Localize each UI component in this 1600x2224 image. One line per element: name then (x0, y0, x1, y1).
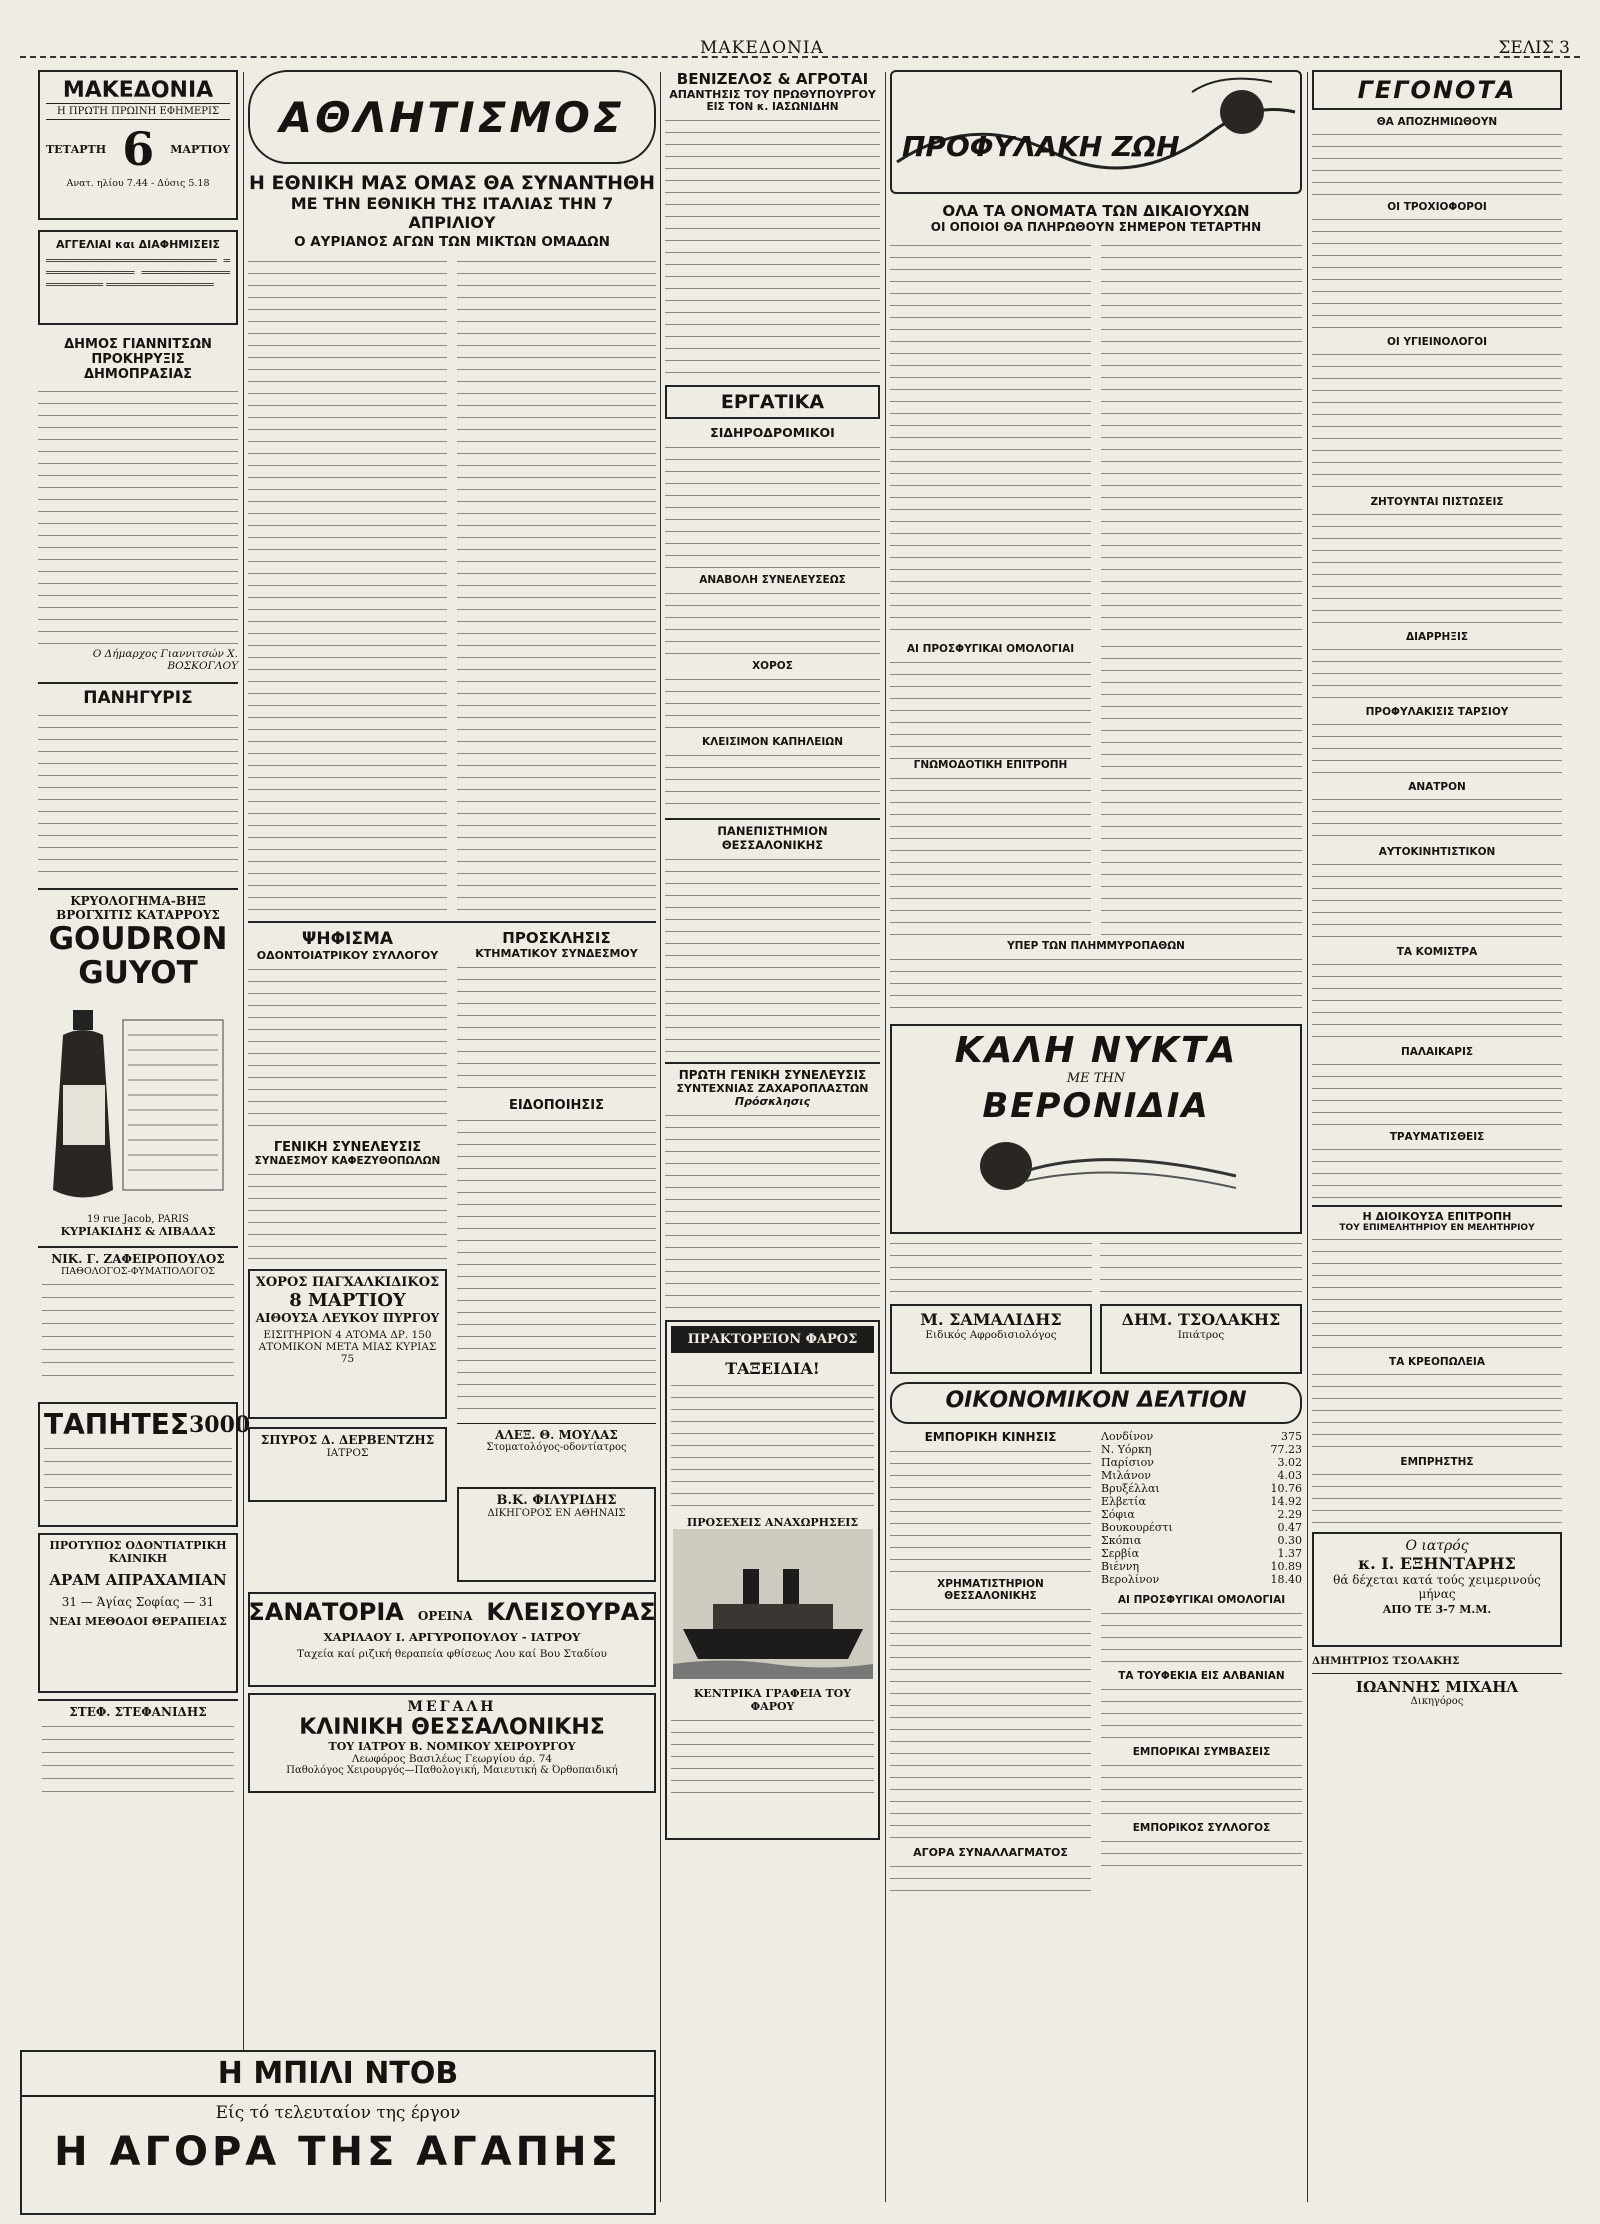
yper-title: ΥΠΕΡ ΤΩΝ ΠΛΗΜΜΥΡΟΠΑΘΩΝ (1007, 940, 1185, 952)
albanian-text (1101, 1686, 1302, 1746)
header-page-number: ΣΕΛΙΣ 3 (1498, 38, 1570, 58)
doctor-ad-text (42, 1281, 234, 1381)
sleeping-woman-icon (946, 1126, 1246, 1196)
agora-text (890, 1863, 1091, 1893)
col5-t13 (1312, 1371, 1562, 1456)
dance-line-1: ΧΟΡΟΣ ΠΑΓΧΑΛΚΙΔΙΚΟΣ (255, 1275, 440, 1290)
proskliseis-title: ΠΡΟΣΚΛΗΣΙΣ (502, 929, 611, 947)
sport-body-right (457, 258, 656, 913)
emporiki-title: ΕΜΠΟΡΙΚΗ ΚΙΝΗΣΙΣ (924, 1430, 1057, 1444)
dance-line-4: ΕΙΣΙΤΗΡΙΟΝ 4 ΑΤΟΜΑ ΔΡ. 150 (263, 1329, 432, 1341)
masthead-name: ΜΑΚΕΔΟΝΙΑ (62, 78, 214, 103)
sport-banner: ΑΘΛΗΤΙΣΜΟΣ (248, 70, 656, 164)
dance-line-3: ΑΙΘΟΥΣΑ ΛΕΥΚΟΥ ΠΥΡΓΟΥ (255, 1311, 440, 1325)
day-number: 6 (122, 122, 155, 176)
eidopoiisis-title: ΕΙΔΟΠΟΙΗΣΙΣ (508, 1098, 605, 1113)
film-star: Η ΜΠΙΛΙ ΝΤΟΒ (22, 2052, 654, 2097)
sanatoria-place: ΚΛΕΙΣΟΥΡΑΣ (486, 1598, 656, 1626)
sidiro-text (665, 444, 880, 574)
moulas-ad (457, 1423, 656, 1483)
col5-h8: ΑΥΤΟΚΙΝΗΤΙΣΤΙΚΟΝ (1378, 846, 1496, 858)
rate-value: 0.47 (1277, 1521, 1302, 1534)
goudron-agents: ΚΥΡΙΑΚΙΔΗΣ & ΛΙΒΑΔΑΣ (60, 1225, 216, 1238)
column-divider (243, 72, 244, 2202)
xoros-text (665, 676, 880, 736)
sport-headline-3: Ο ΑΥΡΙΑΝΟΣ ΑΓΩΝ ΤΩΝ ΜΙΚΤΩΝ ΟΜΑΔΩΝ (294, 234, 610, 250)
samaldis-specialty: Ειδικός Αφροδισιολόγος (925, 1329, 1057, 1341)
profylaki-banner (890, 70, 1302, 194)
rate-value: 14.92 (1270, 1495, 1302, 1508)
rate-name: Σόφια (1101, 1508, 1135, 1521)
venizelos-headline-3: ΕΙΣ ΤΟΝ κ. ΙΑΣΩΝΙΔΗΝ (706, 101, 839, 113)
panepistimion-title: ΠΑΝΕΠΙΣΤΗΜΙΟΝ ΘΕΣΣΑΛΟΝΙΚΗΣ (665, 818, 880, 852)
faros-text (671, 1382, 874, 1512)
rate-value: 1.37 (1277, 1547, 1302, 1560)
tapites-text (44, 1445, 232, 1510)
rate-row (1101, 1430, 1302, 1443)
exintaris-ad (1312, 1532, 1562, 1647)
tsolakis-name: ΔΗΜ. ΤΣΟΛΑΚΗΣ (1121, 1310, 1281, 1329)
sport-headline-2: ΜΕ ΤΗΝ ΕΘΝΙΚΗ ΤΗΣ ΙΤΑΛΙΑΣ ΤΗΝ 7 ΑΠΡΙΛΙΟΥ (290, 194, 614, 232)
sport-headline-1: Η ΕΘΝΙΚΗ ΜΑΣ ΟΜΑΣ ΘΑ ΣΥΝΑΝΤΗΘΗ (248, 172, 656, 194)
rate-name: Λονδίνον (1101, 1430, 1154, 1443)
col5-h13: ΤΑ ΚΡΕΟΠΩΛΕΙΑ (1389, 1356, 1485, 1368)
steamship-icon (673, 1529, 873, 1679)
rate-row (1101, 1508, 1302, 1521)
moulas-specialty: Στοματολόγος-οδοντίατρος (486, 1442, 627, 1453)
header-paper-name: ΜΑΚΕΔΟΝΙΑ (700, 38, 824, 58)
panigyris-body-text (38, 712, 238, 882)
tapites-ad (38, 1402, 251, 1527)
column-divider (885, 72, 886, 2202)
col5-h12b: ΤΟΥ ΕΠΙΜΕΛΗΤΗΡΙΟΥ ΕΝ ΜΕΛΗΤΗΡΙΟΥ (1339, 1223, 1535, 1233)
rate-name: Βιέννη (1101, 1560, 1140, 1573)
dance-line-5: ΑΤΟΜΙΚΟΝ ΜΕΤΑ ΜΙΑΣ ΚΥΡΙΑΣ 75 (258, 1341, 437, 1365)
rate-name: Ν. Υόρκη (1101, 1443, 1152, 1456)
guyot-word: GUYOT (78, 955, 198, 991)
xoros-title: ΧΟΡΟΣ (752, 660, 793, 672)
rate-value: 0.30 (1277, 1534, 1302, 1547)
rate-row (1101, 1547, 1302, 1560)
samaldis-ad (890, 1304, 1092, 1374)
moulas-name: ΑΛΕΞ. Θ. ΜΟΥΛΑΣ (495, 1428, 618, 1442)
tsolakis-vet-ad (1100, 1304, 1302, 1374)
col5-h12: Η ΔΙΟΙΚΟΥΣΑ ΕΠΙΤΡΟΠΗ (1312, 1205, 1562, 1223)
sanatoria-ad (248, 1592, 656, 1687)
column-divider (1307, 72, 1308, 2202)
sanatoria-oreina: ΟΡΕΙΝΑ (417, 1609, 473, 1623)
rate-name: Σερβία (1101, 1547, 1140, 1560)
sport-body-left (248, 258, 447, 913)
profylaki-title: ΠΡΟΦΥΛΑΚΗ ΖΩΗ (902, 130, 1180, 163)
col5-h7: ΑΝΑΤΡΟΝ (1408, 781, 1466, 793)
col5-t1 (1312, 131, 1562, 201)
doctor-zafeiropoulos-ad (38, 1246, 238, 1396)
col5-h14: ΕΜΠΡΗΣΤΗΣ (1400, 1456, 1474, 1468)
page-header (0, 0, 1600, 62)
geniki-title: ΓΕΝΙΚΗ ΣΥΝΕΛΕΥΣΙΣ (273, 1140, 422, 1155)
filyridis-ad (457, 1487, 656, 1582)
psifisma-text (248, 966, 447, 1136)
xrimat-title: ΧΡΗΜΑΤΙΣΤΗΡΙΟΝ ΘΕΣΣΑΛΟΝΙΚΗΣ (937, 1578, 1044, 1602)
rate-row (1101, 1482, 1302, 1495)
doctor-specialty: ΠΑΘΟΛΟΓΟΣ-ΦΥΜΑΤΙΟΛΟΓΟΣ (61, 1266, 215, 1277)
derventzis-ad (248, 1427, 447, 1502)
samaldis-name: Μ. ΣΑΜΑΛΙΔΗΣ (920, 1310, 1062, 1329)
dimos-subtitle: ΠΡΟΚΗΡΥΞΙΣ ΔΗΜΟΠΡΑΣΙΑΣ (83, 352, 193, 382)
dikaiouxoi-headline-1: ΟΛΑ ΤΑ ΟΝΟΜΑΤΑ ΤΩΝ ΔΙΚΑΙΟΥΧΩΝ (942, 202, 1250, 220)
yper-text (890, 956, 1302, 1016)
iatros-label: Ο ιατρός (1405, 1538, 1469, 1554)
col5-h10: ΠΑΛΑΙΚΑΡΙΣ (1400, 1046, 1474, 1058)
faros-offices-text (671, 1717, 874, 1797)
iatros-hours-text: θά δέχεται κατά τούς χειμερινούς μήνας (1333, 1573, 1541, 1601)
col5-t12 (1312, 1236, 1562, 1356)
prosklisis-label: Πρόσκλησις (734, 1095, 811, 1108)
header-rule (20, 56, 1580, 58)
weekday: ΤΕΤΑΡΤΗ (46, 142, 107, 156)
mixail-role: Δικηγόρος (1410, 1696, 1464, 1707)
omologiai2-text (1101, 1610, 1302, 1670)
small-notice-right (1100, 1240, 1302, 1300)
rate-name: Σκόπια (1101, 1534, 1142, 1547)
omologiai-title: ΑΙ ΠΡΟΣΦΥΓΙΚΑΙ ΟΜΟΛΟΓΙΑΙ (906, 643, 1075, 655)
ergatika-banner: ΕΡΓΑΤΙΚΑ (665, 385, 880, 419)
stefanidis-text (42, 1723, 234, 1803)
dance-line-2: 8 ΜΑΡΤΙΟΥ (289, 1290, 406, 1311)
dikaiouxoi-headline-2: ΟΙ ΟΠΟΙΟΙ ΘΑ ΠΛΗΡΩΘΟΥΝ ΣΗΜΕΡΟΝ ΤΕΤΑΡΤΗΝ (930, 220, 1262, 234)
dental-clinic-ad (38, 1533, 238, 1693)
dance-ad (248, 1269, 447, 1419)
rate-name: Βερολίνον (1101, 1573, 1160, 1586)
psifisma-title: ΨΗΦΙΣΜΑ (301, 929, 394, 949)
rate-row (1101, 1521, 1302, 1534)
col5-t8 (1312, 861, 1562, 946)
geniki-subtitle: ΣΥΝΔΕΣΜΟΥ ΚΑΦΕΖΥΘΟΠΩΛΩΝ (254, 1155, 441, 1167)
panepistimion-text (665, 856, 880, 1056)
venizelos-headline-1: ΒΕΝΙΖΕΛΟΣ & ΑΓΡΟΤΑΙ (676, 70, 869, 88)
clinic-name: ΑΡΑΜ ΑΠΡΑΧΑΜΙΑΝ (49, 1571, 227, 1589)
rate-name: Βουκουρέστι (1101, 1521, 1173, 1534)
month: ΜΑΡΤΙΟΥ (170, 142, 230, 156)
proti-title: ΠΡΩΤΗ ΓΕΝΙΚΗ ΣΥΝΕΛΕΥΣΙΣ (665, 1062, 880, 1082)
stefanidis-name: ΣΤΕΦ. ΣΤΕΦΑΝΙΔΗΣ (69, 1705, 207, 1719)
column-1 (38, 70, 251, 2210)
rate-row (1101, 1573, 1302, 1586)
goudron-paris: 19 rue Jacob, PARIS (87, 1214, 189, 1225)
mixail-name: ΙΩΑΝΝΗΣ ΜΙΧΑΗΛ (1355, 1678, 1519, 1696)
anavoli-text (665, 590, 880, 660)
rate-name: Μιλάνον (1101, 1469, 1151, 1482)
epitropi-text (890, 775, 1091, 935)
xrimat-text (890, 1606, 1091, 1846)
clinic-title: ΠΡΟΤΥΠΟΣ ΟΔΟΝΤΙΑΤΡΙΚΗ ΚΛΙΝΙΚΗ (49, 1539, 227, 1565)
sidiro-title: ΣΙΔΗΡΟΔΡΟΜΙΚΟΙ (710, 425, 835, 440)
kliniki-specialties: Παθολόγος Χειρουργός—Παθολογική, Μαιευτική & Όρθοπαιδική (286, 1765, 618, 1776)
faros-travel-ad (665, 1320, 880, 1840)
albanian-title: ΤΑ ΤΟΥΦΕΚΙΑ ΕΙΣ ΑΛΒΑΝΙΑΝ (1118, 1670, 1285, 1682)
gegonota-banner: ΓΕΓΟΝΟΤΑ (1312, 70, 1562, 110)
goudron-bottle-icon (43, 990, 233, 1210)
sanatoria-therapy: Ταχεία καί ριζική θεραπεία φθίσεως Λου καί Βου Σταδίου (297, 1648, 607, 1660)
rate-value: 10.76 (1270, 1482, 1302, 1495)
syllogos-text (1101, 1838, 1302, 1868)
ads-info-box (38, 230, 238, 325)
doctor-name: ΝΙΚ. Γ. ΖΑΦΕΙΡΟΠΟΥΛΟΣ (51, 1252, 225, 1266)
sun-times: Ανατ. ηλίου 7.44 - Δύσις 5.18 (66, 178, 210, 189)
goudron-ad (38, 888, 238, 1238)
sanatoria-word: ΣΑΝΑΤΟΡΙΑ (248, 1598, 404, 1626)
col5-t14 (1312, 1471, 1562, 1526)
derventzis-specialty: ΙΑΤΡΟΣ (326, 1447, 369, 1459)
col5-t2 (1312, 216, 1562, 336)
rate-name: Ελβετία (1101, 1495, 1146, 1508)
rate-name: Παρίσιον (1101, 1456, 1154, 1469)
rate-value: 77.23 (1270, 1443, 1302, 1456)
tapites-title: ΤΑΠΗΤΕΣ (44, 1408, 189, 1441)
rate-value: 375 (1281, 1430, 1302, 1443)
iatros-hours: ΑΠΟ ΤΕ 3-7 Μ.Μ. (1382, 1603, 1492, 1616)
veronidia-word: ΒΕΡΟΝΙΔΙΑ (982, 1086, 1210, 1126)
clinic-address: 31 — Άγίας Σοφίας — 31 (61, 1595, 215, 1609)
col5-t4 (1312, 511, 1562, 631)
column-5 (1312, 70, 1562, 2210)
rate-row (1101, 1469, 1302, 1482)
emporiki-text (890, 1448, 1091, 1578)
col4-right-news-text (1101, 643, 1302, 938)
veronidia-ad (890, 1024, 1302, 1234)
col5-t7 (1312, 796, 1562, 846)
panigyris-title: ΠΑΝΗΓΥΡΙΣ (38, 682, 238, 708)
rate-row (1101, 1443, 1302, 1456)
col5-h11: ΤΡΑΥΜΑΤΙΣΘΕΙΣ (1389, 1131, 1485, 1143)
omologiai-text (890, 659, 1091, 759)
column-4 (890, 70, 1302, 2210)
agora-title: ΑΓΟΡΑ ΣΥΝΑΛΛΑΓΜΑΤΟΣ (913, 1846, 1068, 1859)
me-tin: ΜΕ ΤΗΝ (1066, 1071, 1126, 1086)
ads-box-text-block: ═══════════════════════════ ═══════════════ ═══════════════════════ ═════════════════ (46, 255, 230, 291)
rate-row (1101, 1560, 1302, 1573)
eidopoiisis-text (457, 1117, 656, 1417)
kleisimon-text (665, 752, 880, 812)
goudron-symptoms: ΚΡΥΟΛΟΓΗΜΑ-ΒΗΞ ΒΡΟΓΧΙΤΙΣ ΚΑΤΑΡΡΟΥΣ (56, 894, 220, 922)
anavoli-title: ΑΝΑΒΟΛΗ ΣΥΝΕΛΕΥΣΕΩΣ (699, 574, 846, 586)
dikaiouxoi-right (1101, 242, 1302, 637)
ads-box-title: ΑΓΓΕΛΙΑΙ και ΔΙΑΦΗΜΙΣΕΙΣ (56, 238, 220, 251)
rate-value: 2.29 (1277, 1508, 1302, 1521)
masthead-box (38, 70, 238, 220)
faros-central-offices: ΚΕΝΤΡΙΚΑ ΓΡΑΦΕΙΑ ΤΟΥ ΦΑΡΟΥ (693, 1687, 852, 1713)
proseis-title: ΠΡΟΣΕΧΕΙΣ ΑΝΑΧΩΡΗΣΕΙΣ (686, 1516, 859, 1529)
rate-value: 18.40 (1270, 1573, 1302, 1586)
rate-row (1101, 1495, 1302, 1508)
oikonomikon-banner: ΟΙΚΟΝΟΜΙΚΟΝ ΔΕΛΤΙΟΝ (890, 1382, 1302, 1424)
omologiai2-title: ΑΙ ΠΡΟΣΦΥΓΙΚΑΙ ΟΜΟΛΟΓΙΑΙ (1117, 1594, 1286, 1606)
proskliseis-text (457, 964, 656, 1094)
small-notice-left (890, 1240, 1092, 1300)
goudron-word: GOUDRON (48, 921, 228, 957)
dimitrios-tsolakis: ΔΗΜΗΤΡΙΟΣ ΤΣΟΛΑΚΗΣ (1312, 1655, 1460, 1667)
rate-value: 4.03 (1277, 1469, 1302, 1482)
psifisma-subtitle: ΟΔΟΝΤΟΙΑΤΡΙΚΟΥ ΣΥΛΛΟΓΟΥ (256, 949, 439, 962)
col5-h9: ΤΑ ΚΟΜΙΣΤΡΑ (1396, 946, 1478, 958)
film-title: Η ΑΓΟΡΑ ΤΗΣ ΑΓΑΠΗΣ (54, 2129, 622, 2175)
geniki-text (248, 1171, 447, 1261)
iatros-name: κ. Ι. ΕΞΗΝΤΑΡΗΣ (1358, 1554, 1516, 1573)
col5-h4: ΖΗΤΟΥΝΤΑΙ ΠΙΣΤΩΣΕΙΣ (1370, 496, 1504, 508)
rate-row (1101, 1456, 1302, 1469)
clinic-methods: ΝΕΑΙ ΜΕΘΟΔΟΙ ΘΕΡΑΠΕΙΑΣ (49, 1615, 227, 1628)
col5-h3: ΟΙ ΥΓΙΕΙΝΟΛΟΓΟΙ (1386, 336, 1488, 348)
syllogos-title: ΕΜΠΟΡΙΚΟΣ ΣΥΛΛΟΓΟΣ (1132, 1822, 1271, 1834)
filyridis-name: Β.Κ. ΦΙΛΥΡΙΔΗΣ (496, 1493, 617, 1508)
sanatoria-doctor: ΧΑΡΙΛΑΟΥ Ι. ΑΡΓΥΡΟΠΟΥΛΟΥ - ΙΑΤΡΟΥ (323, 1630, 581, 1644)
dikaiouxoi-left (890, 242, 1091, 637)
col5-t9 (1312, 961, 1562, 1046)
mixail-ad (1312, 1673, 1562, 1723)
col5-t10 (1312, 1061, 1562, 1131)
symvaseis-text (1101, 1762, 1302, 1822)
venizelos-body (665, 117, 880, 377)
dimos-signature: Ο Δήμαρχος Γιαννιτσών Χ. ΒΟΣΚΟΓΛΟΥ (92, 648, 238, 672)
film-ad (20, 2050, 656, 2215)
col5-t5 (1312, 646, 1562, 706)
dimos-title: ΔΗΜΟΣ ΓΙΑΝΝΙΤΣΩΝ (64, 337, 212, 352)
exchange-rates-table (1101, 1430, 1302, 1586)
filyridis-role: ΔΙΚΗΓΟΡΟΣ ΕΝ ΑΘΗΝΑΙΣ (487, 1508, 626, 1519)
col5-h2: ΟΙ ΤΡΟΧΙΟΦΟΡΟΙ (1387, 201, 1487, 213)
kliniki-doctor: ΤΟΥ ΙΑΤΡΟΥ Β. ΝΟΜΙΚΟΥ ΧΕΙΡΟΥΡΓΟΥ (328, 1740, 576, 1753)
tsolakis-specialty: Ιπιάτρος (1177, 1329, 1225, 1341)
col5-h1: ΘΑ ΑΠΟΖΗΜΙΩΘΟΥΝ (1376, 116, 1498, 128)
rate-value: 10.89 (1270, 1560, 1302, 1573)
column-divider (660, 72, 661, 2202)
col5-h5: ΔΙΑΡΡΗΞΙΣ (1405, 631, 1469, 643)
kliniki-megali: ΜΕΓΑΛΗ (407, 1699, 497, 1715)
proti-subtitle: ΣΥΝΤΕΧΝΙΑΣ ΖΑΧΑΡΟΠΛΑΣΤΩΝ (676, 1082, 869, 1095)
col5-h6: ΠΡΟΦΥΛΑΚΙΣΙΣ ΤΑΡΣΙΟΥ (1365, 706, 1509, 718)
rate-name: Βρυξέλλαι (1101, 1482, 1160, 1495)
col5-t3 (1312, 351, 1562, 496)
venizelos-headline-2: ΑΠΑΝΤΗΣΙΣ ΤΟΥ ΠΡΩΘΥΠΟΥΡΓΟΥ (669, 88, 876, 101)
epitropi-title: ΓΝΩΜΟΔΟΤΙΚΗ ΕΠΙΤΡΟΠΗ (913, 759, 1068, 771)
tapites-number: 3000 (189, 1411, 251, 1438)
masthead-tagline: Η ΠΡΩΤΗ ΠΡΩΙΝΗ ΕΦΗΜΕΡΙΣ (46, 103, 230, 120)
rate-row (1101, 1534, 1302, 1547)
kliniki-name: ΚΛΙΝΙΚΗ ΘΕΣΣΑΛΟΝΙΚΗΣ (299, 1715, 605, 1740)
symvaseis-title: ΕΜΠΟΡΙΚΑΙ ΣΥΜΒΑΣΕΙΣ (1132, 1746, 1271, 1758)
rate-value: 3.02 (1277, 1456, 1302, 1469)
kliniki-address: Λεωφόρος Βασιλέως Γεωργίου άρ. 74 (351, 1753, 553, 1765)
col5-t11 (1312, 1146, 1562, 1201)
faros-title: ΠΡΑΚΤΟΡΕΙΟΝ ΦΑΡΟΣ (671, 1326, 874, 1353)
column-2 (248, 70, 656, 2210)
derventzis-name: ΣΠΥΡΟΣ Δ. ΔΕΡΒΕΝΤΖΗΣ (260, 1433, 435, 1447)
dimos-body-text (38, 388, 238, 648)
kleisimon-title: ΚΛΕΙΣΙΜΟΝ ΚΑΠΗΛΕΙΩΝ (702, 736, 843, 748)
film-subtitle: Είς τό τελευταίον της έργον (215, 2103, 461, 2123)
proskliseis-subtitle: ΚΤΗΜΑΤΙΚΟΥ ΣΥΝΔΕΣΜΟΥ (475, 947, 638, 960)
proti-text (665, 1112, 880, 1312)
klinik-thessaloniki-ad (248, 1693, 656, 1793)
col5-t6 (1312, 721, 1562, 781)
kali-nykta: ΚΑΛΗ ΝΥΚΤΑ (954, 1030, 1238, 1071)
taxeidia-title: ΤΑΞΕΙΔΙΑ! (725, 1359, 820, 1378)
stefanidis-ad (38, 1699, 238, 1819)
column-3 (665, 70, 880, 2210)
